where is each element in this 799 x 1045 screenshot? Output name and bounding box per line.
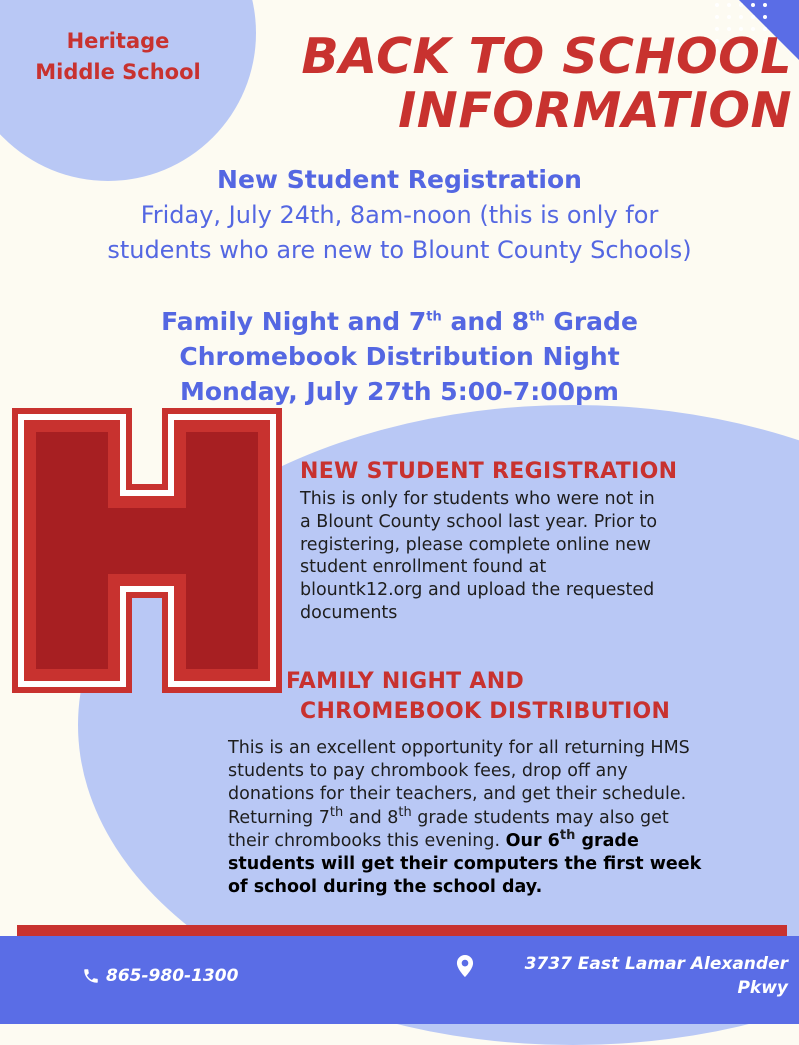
registration-detail (0, 198, 799, 268)
phone-number: 865-980-1300 (106, 966, 239, 986)
map-pin-icon (456, 955, 474, 977)
section-registration-line: blountk12.org and upload the requested (300, 580, 655, 601)
family-night-line1: Family Night and 7th and 8th Grade (161, 307, 638, 336)
address-line2: Pkwy (737, 978, 788, 998)
family-night-heading (0, 304, 799, 409)
section-family-line: Returning 7th and 8th grade students may also get (228, 804, 669, 828)
section-family-title-line1: FAMILY NIGHT AND (286, 669, 525, 694)
h-logo (12, 408, 282, 693)
phone-icon (82, 967, 100, 985)
registration-detail-line2: students who are new to Blount County Schools) (107, 236, 692, 264)
registration-heading: New Student Registration (217, 165, 582, 194)
section-family-title-line2: CHROMEBOOK DISTRIBUTION (300, 699, 671, 724)
school-name (8, 26, 228, 88)
registration-detail-line1: Friday, July 24th, 8am-noon (this is only for (140, 201, 659, 229)
decorative-dot (739, 3, 743, 7)
section-registration-line: documents (300, 602, 398, 623)
decorative-dot (763, 15, 767, 19)
family-night-line2: Chromebook Distribution Night (179, 342, 620, 371)
title-line2: INFORMATION (398, 82, 792, 139)
decorative-dot (763, 3, 767, 7)
section-registration-line: This is only for students who were not in (300, 489, 655, 509)
school-name-line1: Heritage (66, 29, 170, 53)
decorative-dot (751, 15, 755, 19)
section-family-line: their chrombooks this evening. Our 6th grade (228, 827, 639, 851)
school-name-line2: Middle School (35, 60, 201, 84)
section-registration-line: student enrollment found at (300, 557, 547, 578)
section-registration-line: a Blount County school last year. Prior to (300, 511, 658, 532)
decorative-dot (727, 15, 731, 19)
section-family-line: donations for their teachers, and get their schedule. (228, 784, 687, 805)
decorative-dot (715, 15, 719, 19)
section-family-line: This is an excellent opportunity for all returning HMS (228, 738, 690, 758)
address-line1: 3737 East Lamar Alexander (524, 954, 788, 974)
decorative-dot (727, 3, 731, 7)
footer-phone[interactable] (82, 966, 238, 986)
family-night-line3: Monday, July 27th 5:00-7:00pm (179, 377, 619, 406)
footer-address[interactable] (482, 952, 788, 1000)
decorative-dot (739, 15, 743, 19)
section-family-line: students to pay chrombook fees, drop off any (228, 761, 628, 782)
section-family-line: of school during the school day. (228, 877, 543, 898)
section-family-body (228, 737, 788, 899)
section-registration-line: registering, please complete online new (300, 534, 651, 555)
page-title (262, 30, 792, 138)
title-line1: BACK TO SCHOOL (301, 28, 792, 85)
decorative-dot (751, 3, 755, 7)
section-family-line: students will get their computers the first week (228, 854, 702, 875)
section-family-title (286, 667, 756, 727)
section-registration-body (300, 488, 730, 625)
decorative-dot (715, 3, 719, 7)
footer-divider (17, 925, 787, 936)
section-registration-title: NEW STUDENT REGISTRATION (300, 459, 678, 484)
